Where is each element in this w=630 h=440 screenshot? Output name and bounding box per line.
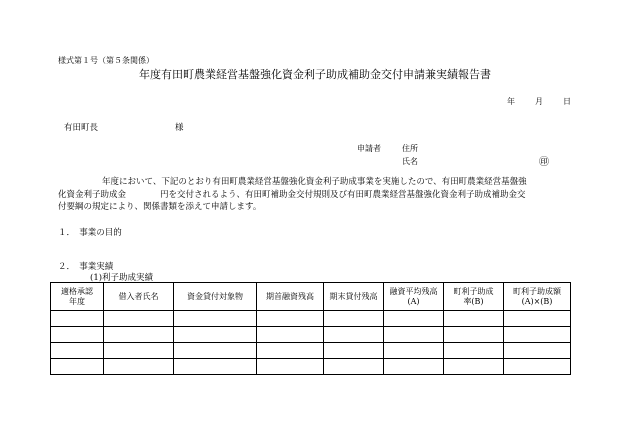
results-table — [50, 282, 571, 375]
column-header-text: (A)×(B) — [521, 296, 553, 306]
column-header-text: 資金貸付対象物 — [187, 291, 243, 301]
column-header-text: 融資平均残高 — [389, 286, 438, 296]
table-cell[interactable] — [504, 343, 571, 359]
section-purpose: １． 事業の目的 — [58, 228, 122, 238]
application-body — [58, 176, 581, 214]
table-cell[interactable] — [174, 343, 257, 359]
column-header — [174, 283, 257, 311]
table-cell[interactable] — [504, 359, 571, 375]
column-header — [384, 283, 444, 311]
table-cell[interactable] — [384, 311, 444, 327]
table-row — [51, 343, 571, 359]
column-header-text: 率(B) — [463, 296, 484, 306]
column-header — [324, 283, 384, 311]
table-cell[interactable] — [444, 343, 504, 359]
table-cell[interactable] — [104, 327, 174, 343]
table-row — [51, 327, 571, 343]
column-header — [104, 283, 174, 311]
table-cell[interactable] — [257, 343, 324, 359]
table-cell[interactable] — [504, 311, 571, 327]
applicant-label: 申請者 — [357, 144, 381, 153]
table-cell[interactable] — [384, 327, 444, 343]
table-cell[interactable] — [104, 359, 174, 375]
table-cell[interactable] — [257, 311, 324, 327]
table-row — [51, 311, 571, 327]
column-header-text: (A) — [407, 296, 420, 306]
date-year-label: 年 — [507, 97, 515, 106]
subsection-interest-subsidy: (1)利子助成実績 — [90, 273, 154, 283]
section-results: ２． 事業実績 — [58, 262, 114, 272]
table-cell[interactable] — [174, 327, 257, 343]
table-cell[interactable] — [324, 311, 384, 327]
address-label: 住所 — [402, 144, 418, 153]
table-cell[interactable] — [104, 311, 174, 327]
column-header-text: 町利子助成額 — [513, 286, 561, 296]
column-header — [504, 283, 571, 311]
table-cell[interactable] — [257, 327, 324, 343]
table-cell[interactable] — [51, 359, 104, 375]
column-header-text: 町利子助成 — [453, 286, 494, 296]
document-title: 年度有田町農業経営基盤強化資金利子助成補助金交付申請兼実績報告書 — [139, 68, 491, 81]
table-cell[interactable] — [444, 359, 504, 375]
table-cell[interactable] — [51, 311, 104, 327]
name-label: 氏名 — [402, 157, 418, 166]
column-header-text: 年度 — [69, 296, 85, 306]
table-cell[interactable] — [384, 343, 444, 359]
column-header-text: 期末貸付残高 — [329, 291, 378, 301]
table-cell[interactable] — [51, 343, 104, 359]
table-cell[interactable] — [174, 311, 257, 327]
body-line: 年度において、下記のとおり有田町農業経営基盤強化資金利子助成事業を実施したので、有田町農業経営基盤強 — [102, 177, 527, 187]
table-header-row — [51, 283, 571, 311]
body-line: 付要綱の規定により、関係書類を添えて申請します。 — [58, 202, 262, 212]
body-line: 化資金利子助成金 円を交付されるよう、有田町補助金交付規則及び有田町農業経営基盤強化資金利子助成補助金交 — [58, 189, 526, 200]
table-cell[interactable] — [104, 343, 174, 359]
table-cell[interactable] — [504, 327, 571, 343]
date-day-label: 日 — [563, 97, 571, 106]
column-header — [444, 283, 504, 311]
table-row — [51, 359, 571, 375]
table-cell[interactable] — [324, 359, 384, 375]
addressee: 有田町長 — [64, 123, 99, 133]
seal-mark: ㊞ — [539, 157, 549, 168]
form-number: 様式第１号（第５条関係） — [58, 56, 154, 65]
column-header-text: 期首融資残高 — [266, 291, 314, 301]
date-month-label: 月 — [535, 97, 543, 106]
addressee-suffix: 様 — [175, 123, 184, 133]
table-cell[interactable] — [384, 359, 444, 375]
column-header-text: 借入者氏名 — [118, 291, 159, 301]
column-header — [257, 283, 324, 311]
table-cell[interactable] — [444, 327, 504, 343]
table-cell[interactable] — [257, 359, 324, 375]
table-cell[interactable] — [324, 327, 384, 343]
table-cell[interactable] — [444, 311, 504, 327]
table-cell[interactable] — [174, 359, 257, 375]
table-cell[interactable] — [51, 327, 104, 343]
table-cell[interactable] — [324, 343, 384, 359]
column-header — [51, 283, 104, 311]
column-header-text: 適格承認 — [61, 286, 93, 296]
